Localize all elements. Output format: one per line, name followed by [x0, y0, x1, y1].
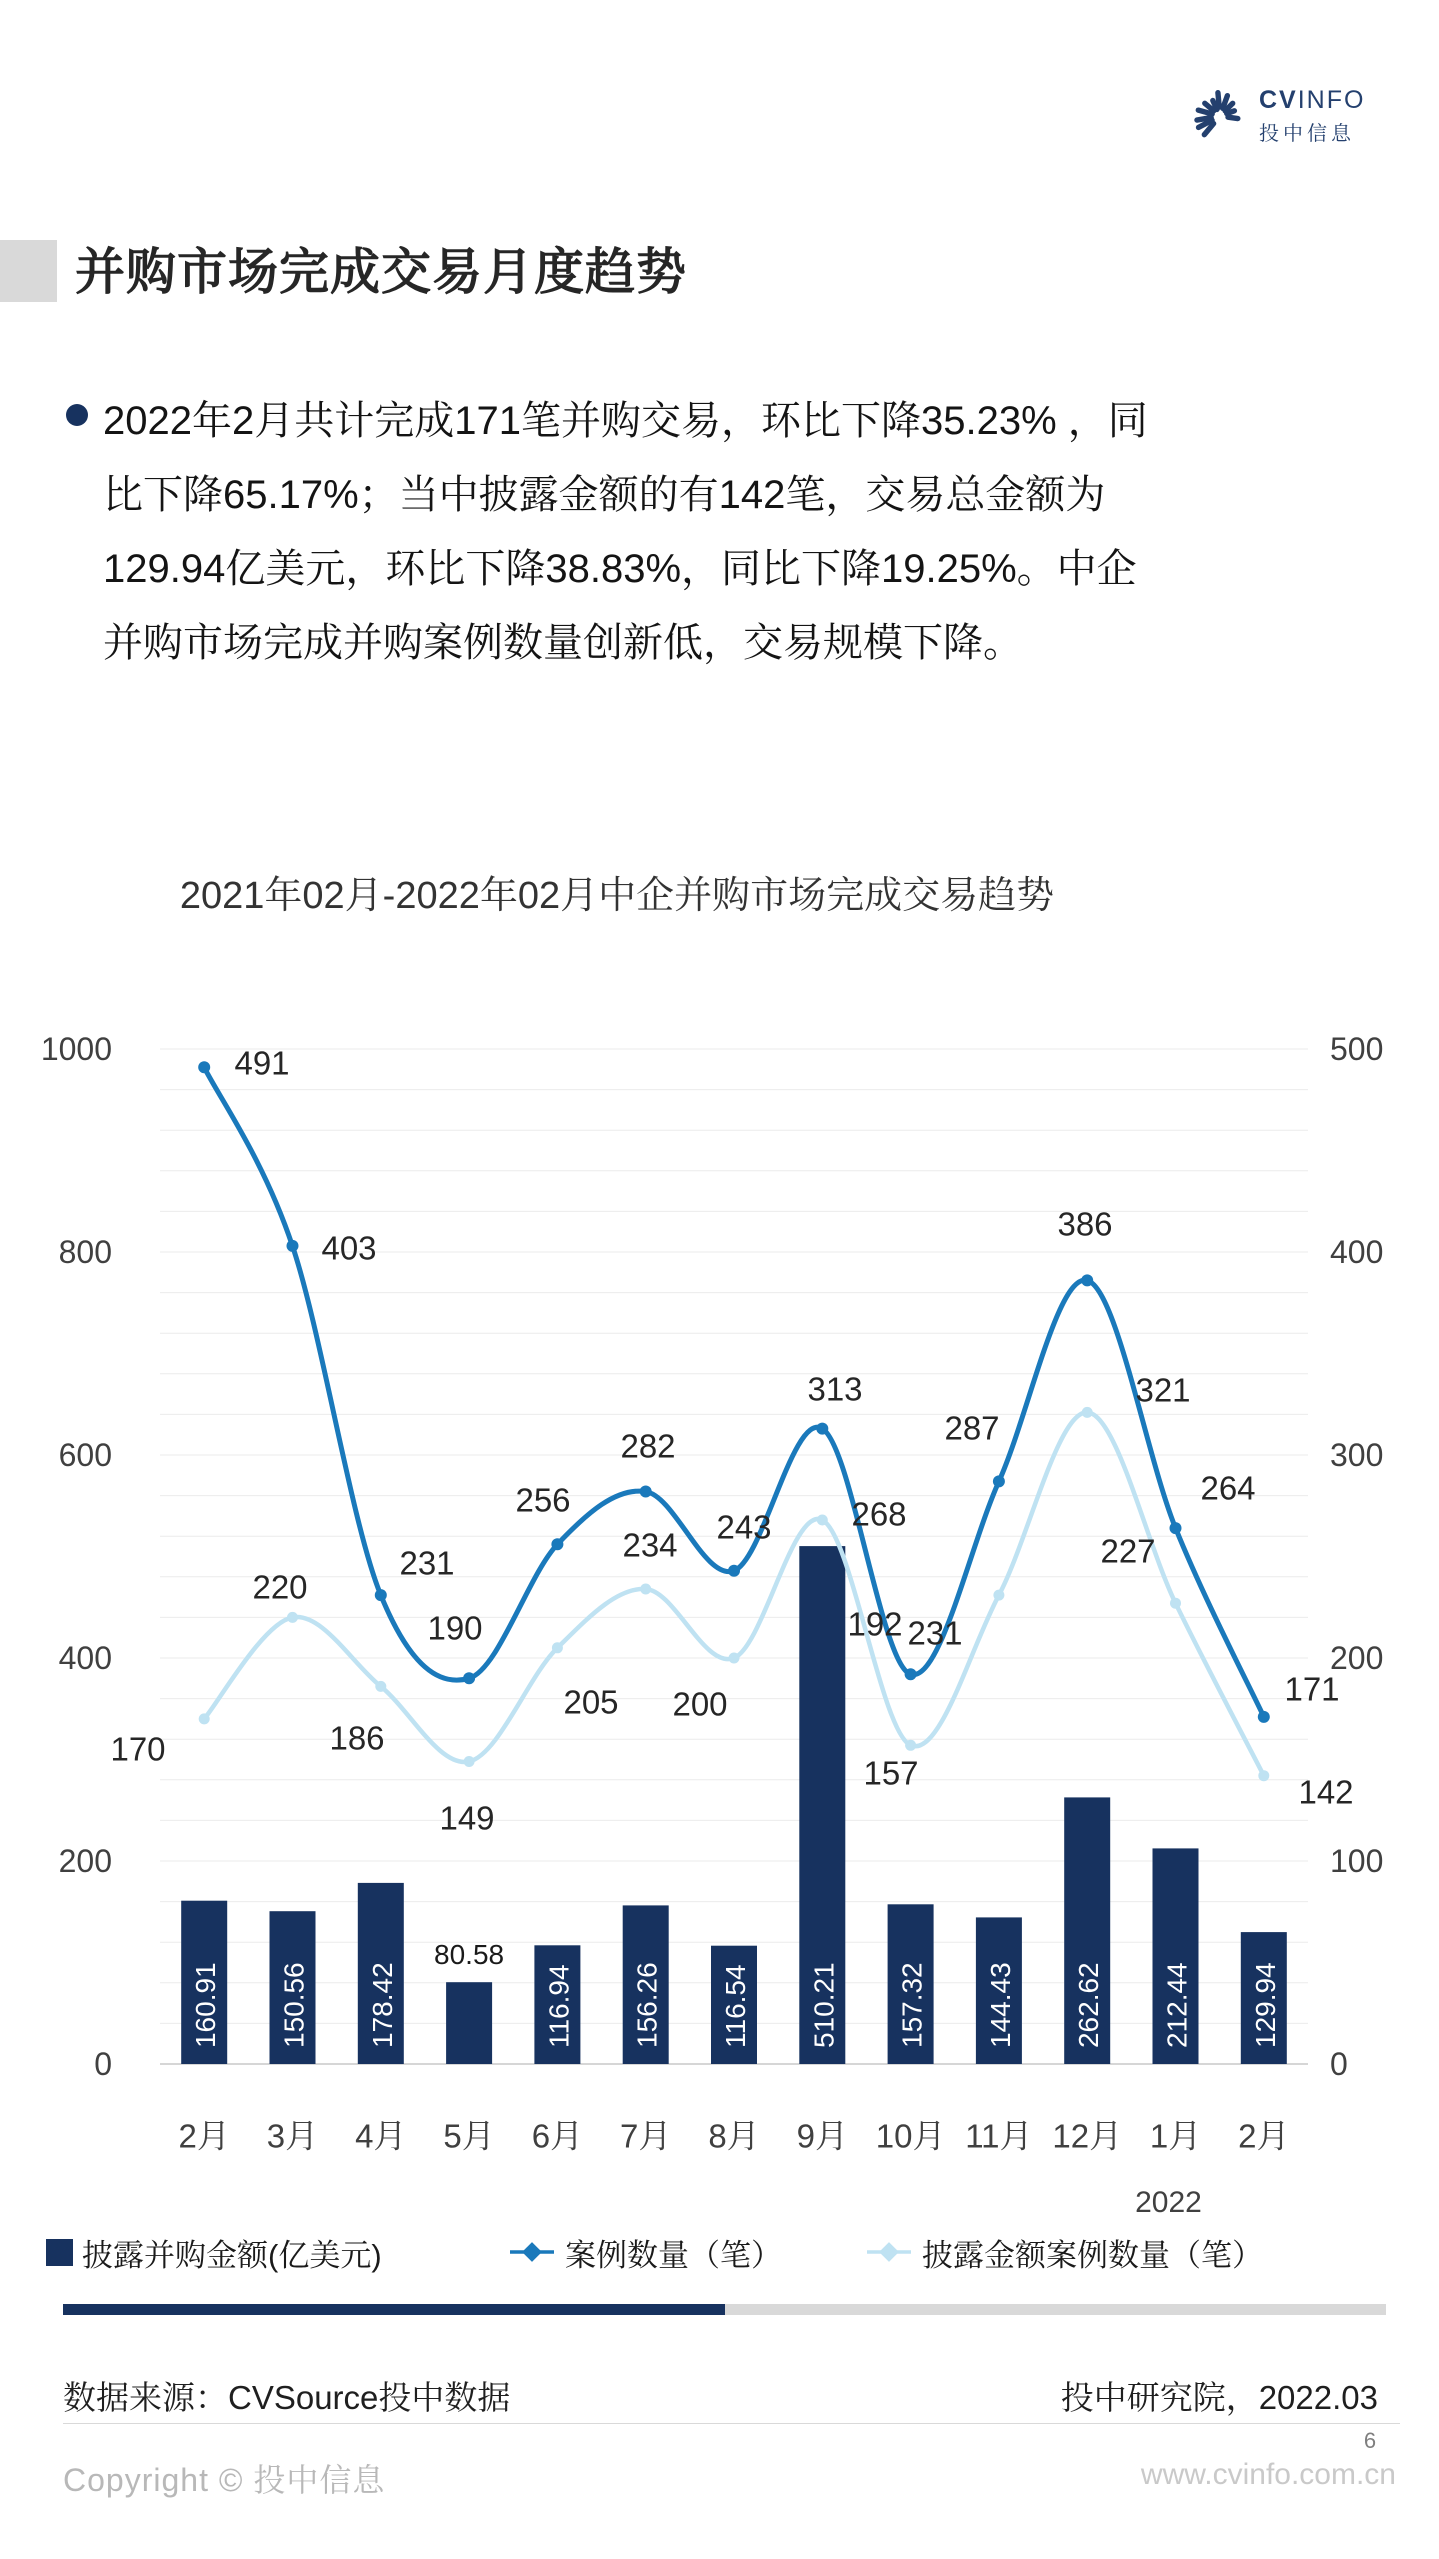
line-marker: [551, 1538, 563, 1550]
line-marker: [1258, 1711, 1270, 1723]
x-axis-month-label: 7月: [620, 2117, 672, 2155]
line-marker: [993, 1475, 1005, 1487]
website-url: www.cvinfo.com.cn: [1140, 2458, 1396, 2491]
bar-label: 212.44: [1161, 1962, 1193, 2048]
bar-label: 262.62: [1073, 1962, 1105, 2048]
line-marker: [463, 1672, 475, 1684]
x-axis-month-label: 2月: [1238, 2117, 1290, 2155]
left-axis-tick: 0: [94, 2046, 112, 2082]
line-marker: [464, 1756, 475, 1767]
line-marker: [816, 1423, 828, 1435]
bar-label: 144.43: [984, 1962, 1016, 2048]
line-marker: [640, 1584, 651, 1595]
left-axis-tick: 600: [58, 1437, 112, 1473]
bar-label: 178.42: [366, 1962, 398, 2048]
line-marker: [287, 1240, 299, 1252]
data-label: 234: [622, 1526, 678, 1564]
brand-logo: [1193, 86, 1365, 146]
trend-chart: [0, 990, 1439, 2200]
page-title: 并购市场完成交易月度趋势: [75, 244, 687, 300]
line-marker: [817, 1515, 828, 1526]
left-axis-tick: 400: [58, 1640, 112, 1676]
bar-label: 80.58: [434, 1939, 505, 1971]
x-axis-month-label: 2月: [178, 2117, 230, 2155]
logo-chinese-name: 投中信息: [1259, 123, 1355, 145]
data-label: 243: [716, 1508, 772, 1546]
bullet-icon: [66, 404, 88, 426]
line-marker: [993, 1590, 1004, 1601]
line-series: [204, 1067, 1264, 1717]
line-marker: [198, 1061, 210, 1073]
divider-accent-bar: [63, 2304, 725, 2315]
data-label: 287: [944, 1409, 1000, 1447]
right-axis-tick: 400: [1330, 1234, 1384, 1270]
x-axis-month-label: 9月: [796, 2117, 848, 2155]
line-marker: [287, 1612, 298, 1623]
bar-label: 150.56: [278, 1962, 310, 2048]
line-marker: [905, 1740, 916, 1751]
data-label: 321: [1135, 1371, 1191, 1409]
bar: [446, 1982, 492, 2064]
data-label: 192: [847, 1605, 903, 1643]
right-axis-tick: 100: [1330, 1843, 1384, 1879]
x-axis-month-label: 6月: [531, 2117, 584, 2155]
divider-gray-bar: [725, 2304, 1386, 2315]
bar-label: 116.54: [720, 1964, 751, 2048]
line-marker: [1258, 1770, 1269, 1781]
data-label: 491: [234, 1044, 290, 1082]
line-marker: [640, 1486, 652, 1498]
copyright-text: Copyright © 投中信息: [63, 2462, 386, 2498]
summary-text: 2022年2月共计完成171笔并购交易，环比下降35.23% ，同比下降65.17%；当中披露金额的有142笔，交易总金额为129.94亿美元，环比下降38.83%，同比下降19.25%。中企并购市场完成并购案例数量创新低，交易规模下降。: [103, 399, 1148, 665]
bar-label: 157.32: [896, 1962, 928, 2048]
legend-item-case-count: [508, 2234, 782, 2273]
right-axis-tick: 0: [1330, 2046, 1348, 2082]
left-axis-tick: 800: [58, 1234, 112, 1270]
data-label: 403: [321, 1229, 377, 1267]
data-label: 149: [439, 1799, 495, 1837]
data-label: 170: [110, 1730, 166, 1768]
line-marker: [375, 1681, 386, 1692]
x-axis-month-label: 3月: [266, 2117, 319, 2155]
data-label: 268: [851, 1495, 907, 1533]
title-accent-square: [0, 240, 57, 302]
bar-label: 510.21: [808, 1962, 840, 2048]
data-label: 142: [1298, 1773, 1354, 1811]
x-axis-year-label: 2022: [1135, 2186, 1202, 2219]
data-label: 186: [329, 1719, 385, 1757]
x-axis-month-label: 11月: [965, 2117, 1033, 2155]
line-marker: [1082, 1407, 1093, 1418]
data-label: 386: [1057, 1205, 1113, 1243]
bar-label: 160.91: [190, 1962, 222, 2048]
chart-title: 2021年02月-2022年02月中企并购市场完成交易趋势: [179, 875, 1055, 917]
bar-label: 129.94: [1249, 1962, 1281, 2048]
data-label: 200: [672, 1685, 728, 1723]
right-axis-tick: 500: [1330, 1031, 1384, 1067]
line-marker: [729, 1653, 740, 1664]
data-label: 231: [907, 1614, 963, 1652]
bar-series-swatch-icon: [46, 2239, 73, 2266]
data-label: 264: [1200, 1469, 1256, 1507]
line-marker: [728, 1565, 740, 1577]
line-marker: [375, 1589, 387, 1601]
bar-label: 116.94: [543, 1964, 575, 2048]
data-label: 256: [515, 1481, 571, 1519]
research-org-date: 投中研究院，2022.03: [1060, 2379, 1378, 2416]
x-axis-month-label: 4月: [355, 2117, 407, 2155]
data-label: 205: [563, 1683, 619, 1721]
left-axis-tick: 1000: [40, 1031, 112, 1067]
pinwheel-logo-icon: [1193, 88, 1247, 144]
legend-item-bar-amount: [46, 2234, 382, 2273]
right-axis-tick: 200: [1330, 1640, 1384, 1676]
data-label: 157: [863, 1754, 919, 1792]
x-axis-month-label: 10月: [875, 2117, 946, 2155]
x-axis-month-label: 8月: [708, 2117, 760, 2155]
legend-label: 披露金额案例数量（笔）: [922, 2237, 1263, 2273]
bar-label: 156.26: [631, 1962, 663, 2048]
data-label: 171: [1284, 1670, 1340, 1708]
line-series-swatch-icon: [508, 2238, 556, 2266]
data-label: 190: [427, 1609, 483, 1647]
right-axis-tick: 300: [1330, 1437, 1384, 1473]
data-label: 220: [252, 1568, 308, 1606]
x-axis-month-label: 5月: [443, 2117, 495, 2155]
data-source-note: 数据来源：CVSource投中数据: [63, 2379, 511, 2416]
line-marker: [905, 1668, 917, 1680]
line-marker: [199, 1713, 210, 1724]
line-marker: [1170, 1598, 1181, 1609]
x-axis-month-label: 12月: [1052, 2117, 1123, 2155]
legend-item-disclosed-count: [865, 2234, 1263, 2273]
line-series-swatch-icon: [865, 2238, 913, 2266]
data-label: 227: [1100, 1532, 1156, 1570]
data-label: 282: [620, 1427, 676, 1465]
line-marker: [1170, 1522, 1182, 1534]
legend-label: 案例数量（笔）: [565, 2237, 782, 2273]
footer-divider-line: [63, 2423, 1400, 2424]
logo-wordmark: CVINFO: [1259, 86, 1366, 114]
legend-label: 披露并购金额(亿美元): [82, 2237, 382, 2273]
line-marker: [1081, 1274, 1093, 1286]
left-axis-tick: 200: [58, 1843, 112, 1879]
line-marker: [552, 1642, 563, 1653]
data-label: 313: [807, 1370, 863, 1408]
x-axis-month-label: 1月: [1149, 2117, 1202, 2155]
data-label: 231: [399, 1544, 455, 1582]
page-number: 6: [1363, 2428, 1377, 2453]
